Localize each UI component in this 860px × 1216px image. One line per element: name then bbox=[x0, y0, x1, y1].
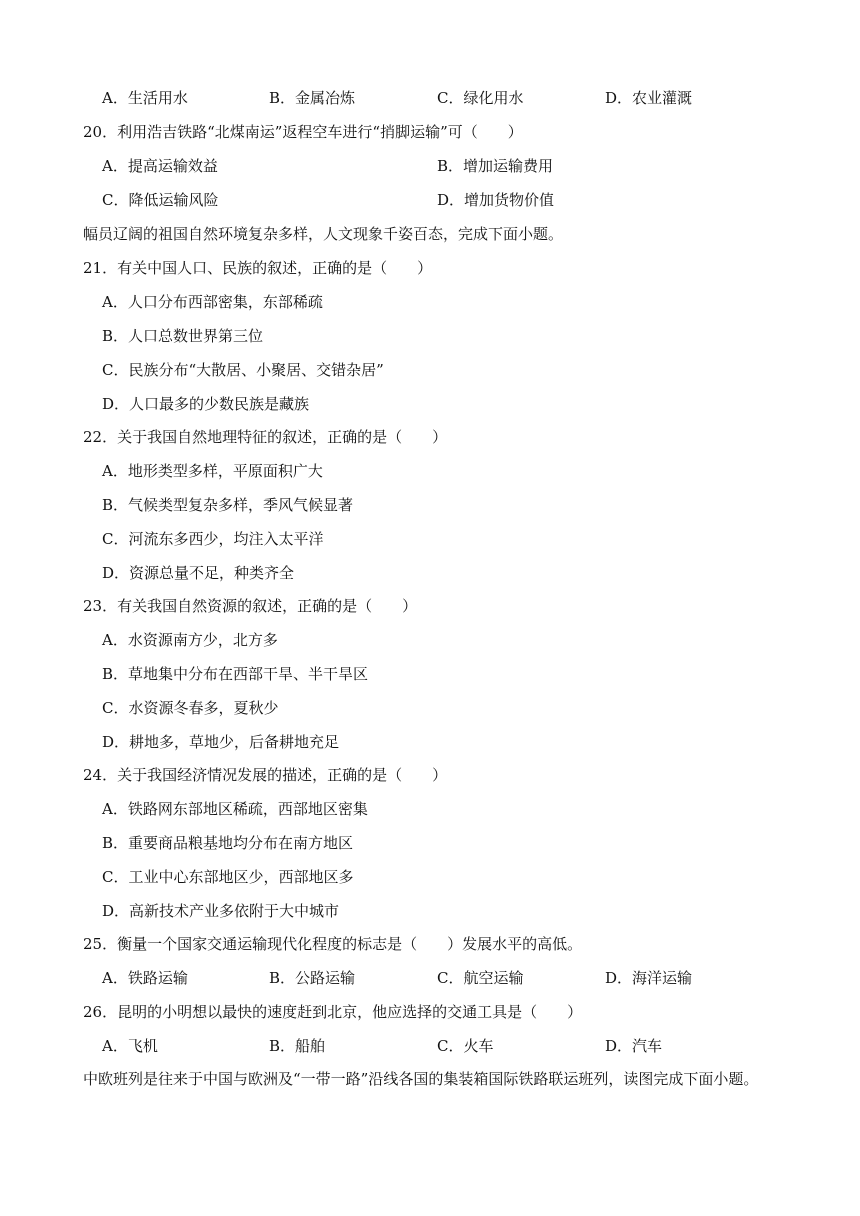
q19-option-b: B．金属冶炼 bbox=[269, 89, 356, 107]
q25-stem: 25．衡量一个国家交通运输现代化程度的标志是（ ）发展水平的高低。 bbox=[83, 935, 583, 953]
q20-stem: 20．利用浩吉铁路“北煤南运”返程空车进行“捎脚运输”可（ ） bbox=[83, 123, 523, 141]
q23-option-b: B．草地集中分布在西部干旱、半干旱区 bbox=[102, 665, 369, 683]
q21-option-a: A．人口分布西部密集，东部稀疏 bbox=[102, 293, 323, 311]
q19-option-d: D．农业灌溉 bbox=[605, 89, 693, 107]
q19-option-a: A．生活用水 bbox=[102, 89, 188, 107]
q26-option-b: B．船舶 bbox=[269, 1037, 326, 1055]
q21-stem: 21．有关中国人口、民族的叙述，正确的是（ ） bbox=[83, 259, 433, 277]
q20-option-c: C．降低运输风险 bbox=[102, 191, 219, 209]
q21-option-d: D．人口最多的少数民族是藏族 bbox=[102, 395, 310, 413]
q23-option-c: C．水资源冬春多，夏秋少 bbox=[102, 699, 279, 717]
section-intro-2: 中欧班列是往来于中国与欧洲及“一带一路”沿线各国的集装箱国际铁路联运班列，读图完成下面小题。 bbox=[83, 1070, 759, 1088]
section-intro-1: 幅员辽阔的祖国自然环境复杂多样，人文现象千姿百态，完成下面小题。 bbox=[83, 225, 564, 243]
q23-option-d: D．耕地多，草地少，后备耕地充足 bbox=[102, 733, 340, 751]
q23-stem: 23．有关我国自然资源的叙述，正确的是（ ） bbox=[83, 597, 418, 615]
q24-option-b: B．重要商品粮基地均分布在南方地区 bbox=[102, 834, 354, 852]
q22-stem: 22．关于我国自然地理特征的叙述，正确的是（ ） bbox=[83, 428, 448, 446]
q25-option-a: A．铁路运输 bbox=[102, 969, 188, 987]
q23-option-a: A．水资源南方少，北方多 bbox=[102, 631, 278, 649]
q19-option-c: C．绿化用水 bbox=[437, 89, 524, 107]
q25-option-c: C．航空运输 bbox=[437, 969, 524, 987]
q20-option-b: B．增加运输费用 bbox=[437, 157, 554, 175]
q25-option-d: D．海洋运输 bbox=[605, 969, 693, 987]
q26-option-a: A．飞机 bbox=[102, 1037, 158, 1055]
q24-option-d: D．高新技术产业多依附于大中城市 bbox=[102, 902, 340, 920]
q22-option-d: D．资源总量不足，种类齐全 bbox=[102, 564, 295, 582]
q26-option-d: D．汽车 bbox=[605, 1037, 663, 1055]
q21-option-c: C．民族分布“大散居、小聚居、交错杂居” bbox=[102, 361, 384, 379]
q20-option-a: A．提高运输效益 bbox=[102, 157, 218, 175]
q25-option-b: B．公路运输 bbox=[269, 969, 356, 987]
q21-option-b: B．人口总数世界第三位 bbox=[102, 327, 264, 345]
q24-option-c: C．工业中心东部地区少，西部地区多 bbox=[102, 868, 354, 886]
q22-option-b: B．气候类型复杂多样，季风气候显著 bbox=[102, 496, 354, 514]
q24-option-a: A．铁路网东部地区稀疏，西部地区密集 bbox=[102, 800, 368, 818]
q22-option-a: A．地形类型多样，平原面积广大 bbox=[102, 462, 323, 480]
q22-option-c: C．河流东多西少，均注入太平洋 bbox=[102, 530, 324, 548]
q26-option-c: C．火车 bbox=[437, 1037, 494, 1055]
q24-stem: 24．关于我国经济情况发展的描述，正确的是（ ） bbox=[83, 766, 448, 784]
q26-stem: 26．昆明的小明想以最快的速度赶到北京，他应选择的交通工具是（ ） bbox=[83, 1003, 583, 1021]
q20-option-d: D．增加货物价值 bbox=[437, 191, 555, 209]
